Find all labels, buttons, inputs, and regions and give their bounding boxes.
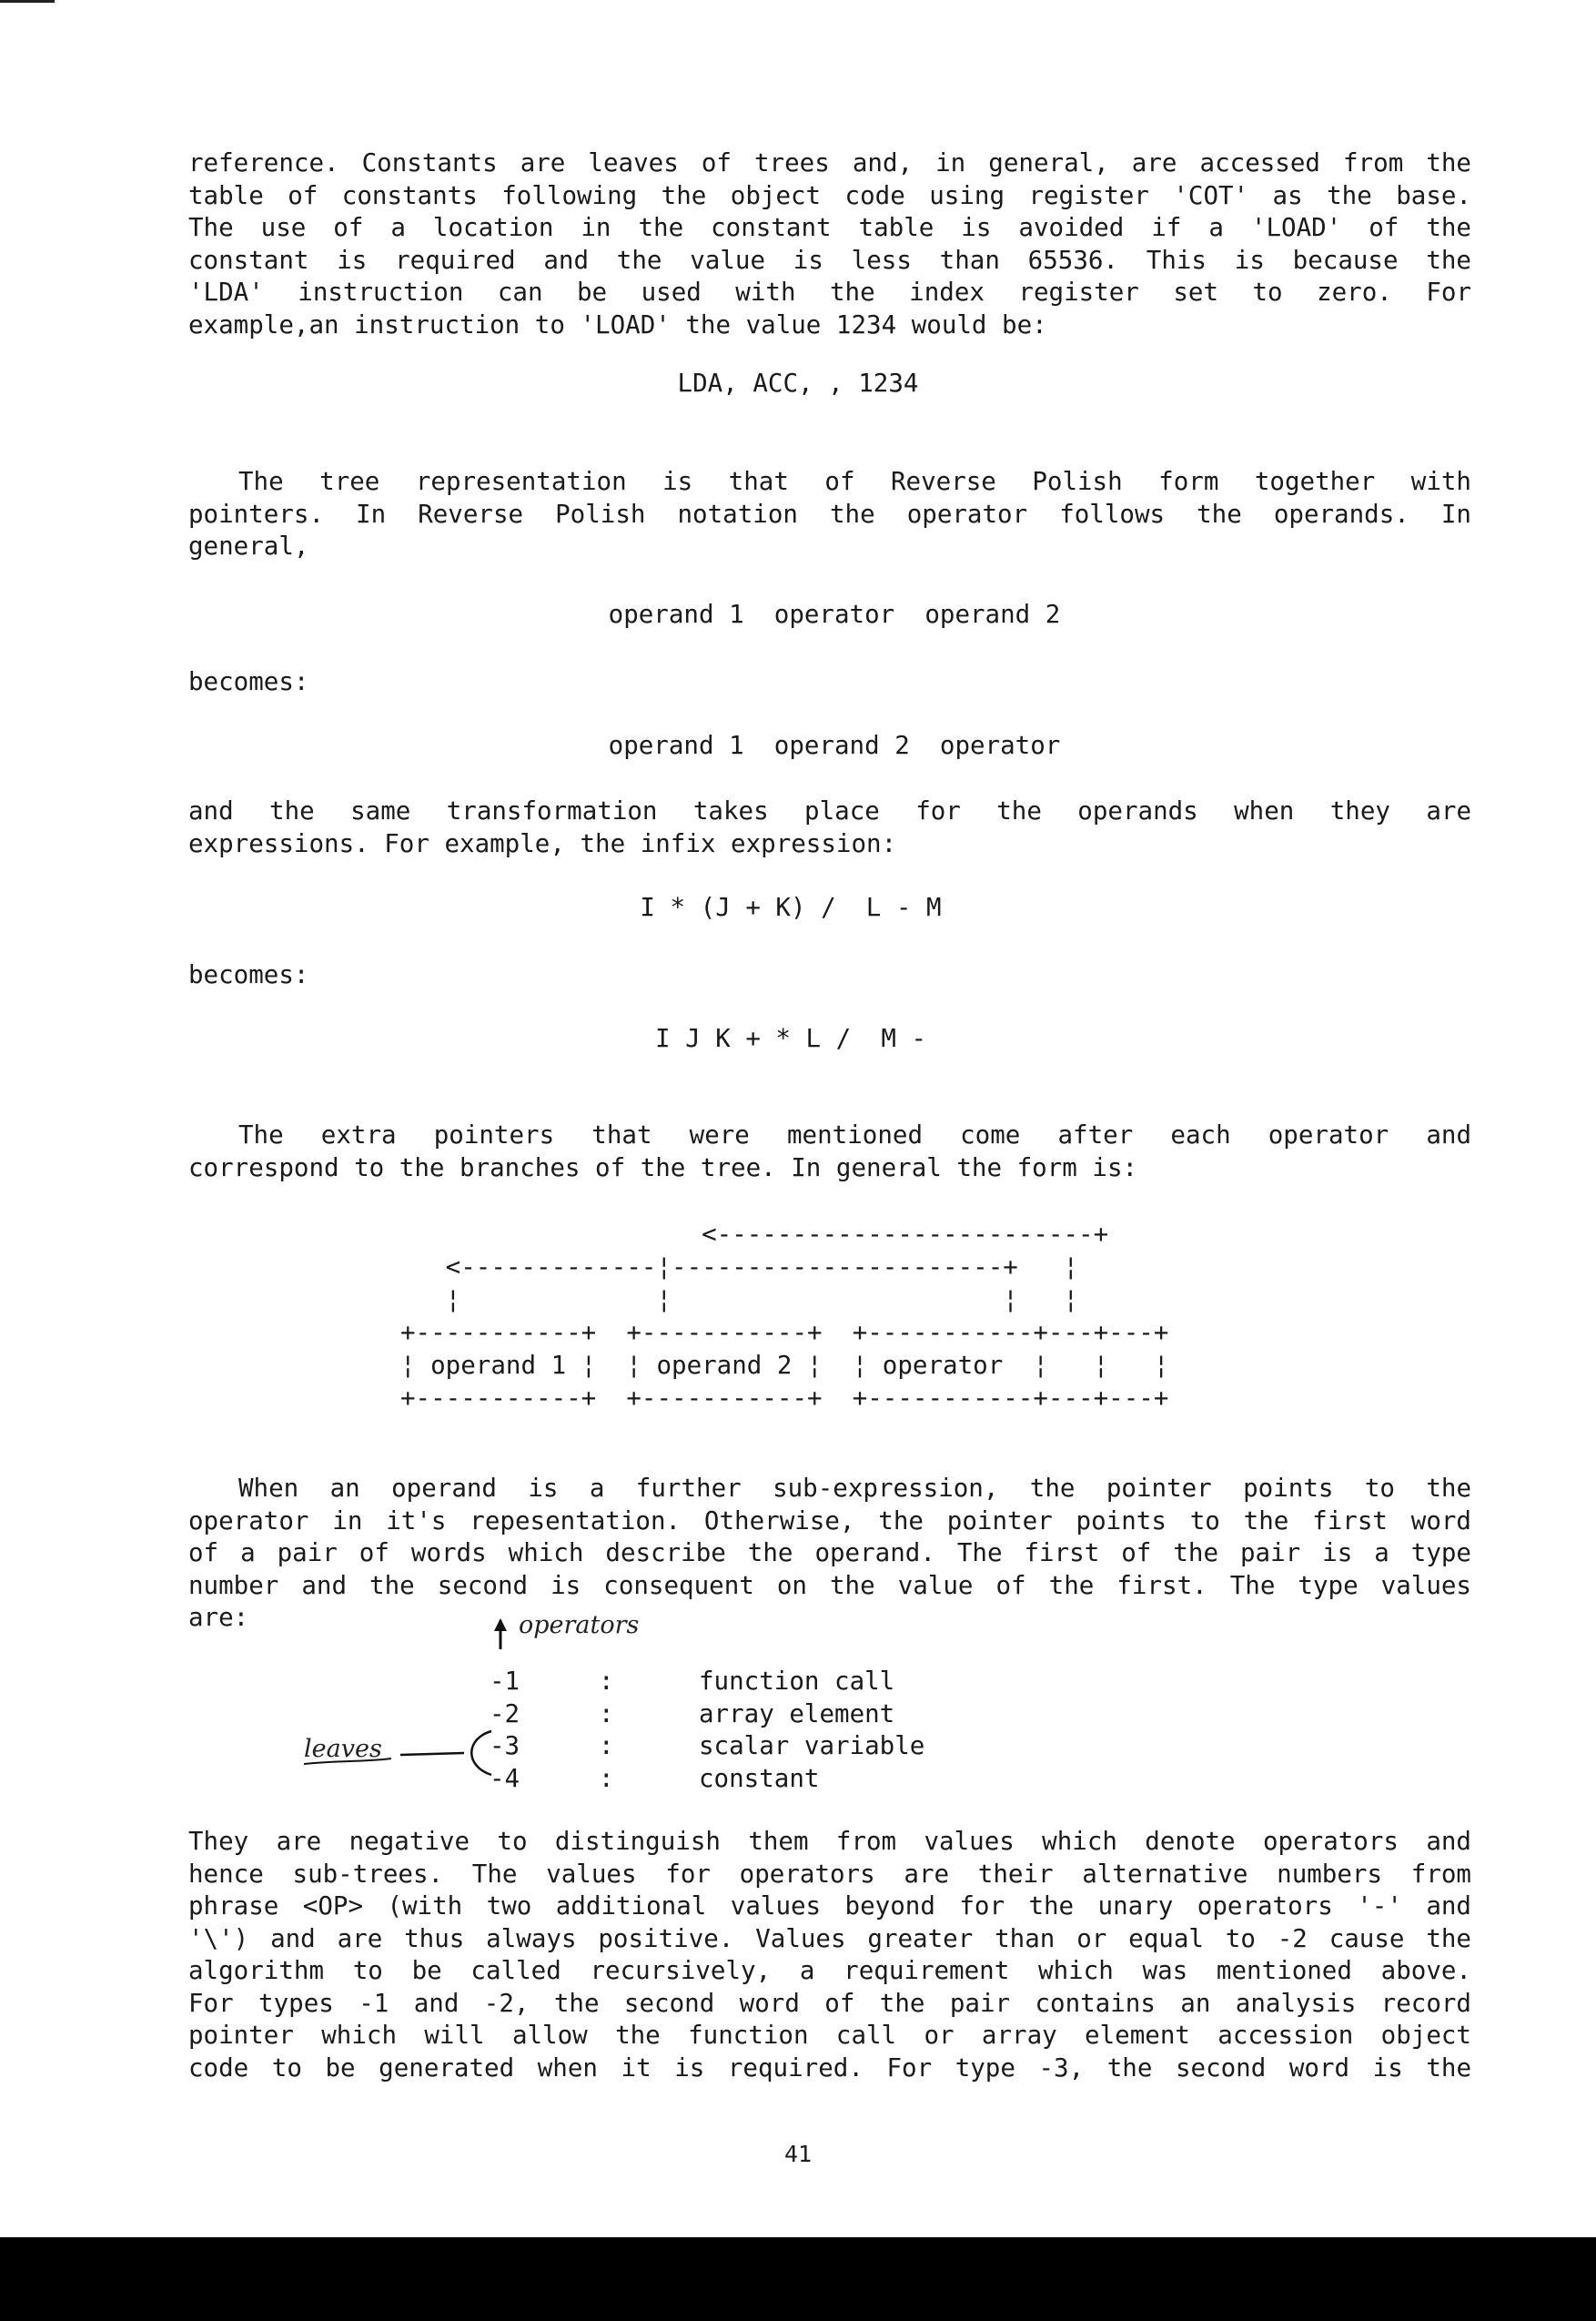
type-separator: : [599,1698,614,1728]
type-separator: : [599,1667,614,1696]
text-line: code to be generated when it is required. For type -3, the second word is the [188,2052,1471,2083]
text-line: and the same transformation takes place for the operands when they are [188,796,1471,826]
text-line: hence sub-trees. The values for operators are their alternative numbers from [188,1859,1471,1889]
text-line: They are negative to distinguish them from values which denote operators and [188,1827,1471,1856]
scan-bottom-border [0,2237,1596,2321]
page-number: 41 [783,2141,813,2167]
text-line: 'LDA' instruction can be used with the index register set to zero. For [188,278,1471,307]
diagram-line: +-----------+ +-----------+ +-----------+---+---+ [400,1318,1169,1347]
scan-edge-mark [0,0,55,3]
type-code: -4 [490,1763,520,1793]
text-line: The use of a location in the constant table is avoided if a 'LOAD' of the [188,213,1471,242]
type-description: function call [699,1667,895,1696]
type-row [490,1730,924,1763]
type-code: -1 [490,1667,520,1696]
leaves-pointer-line [400,1753,464,1755]
type-code: -3 [490,1731,520,1760]
paragraph-negative-values [188,1826,1471,2084]
text-line: phrase <OP> (with two additional values beyond for the unary operators '-' and [188,1891,1471,1921]
text-line: constant is required and the value is less than 65536. This is because the [188,245,1471,275]
text-line: becomes: [188,960,309,989]
type-separator: : [599,1763,614,1793]
diagram-line: ¦ operand 1 ¦ ¦ operand 2 ¦ ¦ operator ¦ ¦ ¦ [400,1351,1169,1380]
infix-example: I * (J + K) / L - M [640,893,942,922]
diagram-line: <-------------¦----------------------+ ¦ [400,1252,1079,1282]
text-line: For types -1 and -2, the second word of the pair contains an analysis record [188,1988,1471,2018]
annotation-leaves: leaves [304,1735,382,1763]
type-row [490,1763,924,1796]
text-line: '\') and are thus always positive. Values greater than or equal to -2 cause the [188,1923,1471,1953]
paragraph-operand-pointer [188,1473,1471,1635]
lda-example: LDA, ACC, , 1234 [677,369,919,398]
paragraph-extra-pointers [188,1120,1471,1184]
tree-form-diagram [400,1218,1168,1414]
diagram-line: ¦ ¦ ¦ ¦ [400,1285,1079,1314]
text-line: pointer which will allow the function call or array element accession object [188,2021,1471,2050]
text-line: general, [188,532,309,561]
text-line: When an operand is a further sub-expression, the pointer points to the [238,1474,1471,1503]
text-line: of a pair of words which describe the operand. The first of the pair is a type [188,1538,1471,1567]
text-line: correspond to the branches of the tree. In general the form is: [188,1152,1138,1182]
type-values-list [490,1666,924,1795]
paragraph-tree-representation [188,466,1471,563]
type-row [490,1698,924,1731]
type-description: array element [699,1698,895,1728]
becomes-label-2 [188,959,1471,992]
text-line: algorithm to be called recursively, a requirement which was mentioned above. [188,1956,1471,1985]
text-line: becomes: [188,667,309,696]
text-line: The extra pointers that were mentioned come after each operator and [238,1120,1471,1150]
diagram-line: +-----------+ +-----------+ +-----------+---+---+ [400,1383,1169,1413]
postfix-form: operand 1 operand 2 operator [608,731,1061,760]
type-separator: : [599,1731,614,1760]
text-line: reference. Constants are leaves of trees and, in general, are accessed from the [188,148,1471,177]
text-line: expressions. For example, the infix expression: [188,828,897,858]
paragraph-transformation [188,796,1471,860]
up-arrow-head [494,1618,507,1631]
type-description: constant [699,1763,820,1793]
leaves-brace [471,1731,491,1775]
text-line: table of constants following the object code using register 'COT' as the base. [188,180,1471,210]
text-line: operator in it's repesentation. Otherwise, the pointer points to the first word [188,1505,1471,1536]
type-description: scalar variable [699,1731,925,1760]
text-line: example,an instruction to 'LOAD' the value 1234 would be: [188,309,1047,340]
postfix-example: I J K + * L / M - [654,1024,926,1053]
text-line: The tree representation is that of Reverse Polish form together with [238,467,1471,496]
diagram-line: <-------------------------+ [400,1220,1109,1249]
paragraph-constants [188,147,1471,341]
text-line: are: [188,1603,249,1632]
text-line: number and the second is consequent on the value of the first. The type values [188,1570,1471,1600]
infix-form: operand 1 operator operand 2 [608,600,1061,629]
annotation-operators: operators [519,1611,640,1639]
becomes-label-1 [188,666,1471,699]
text-line: pointers. In Reverse Polish notation the operator follows the operands. In [188,499,1471,529]
type-code: -2 [490,1698,520,1728]
type-row [490,1666,924,1698]
